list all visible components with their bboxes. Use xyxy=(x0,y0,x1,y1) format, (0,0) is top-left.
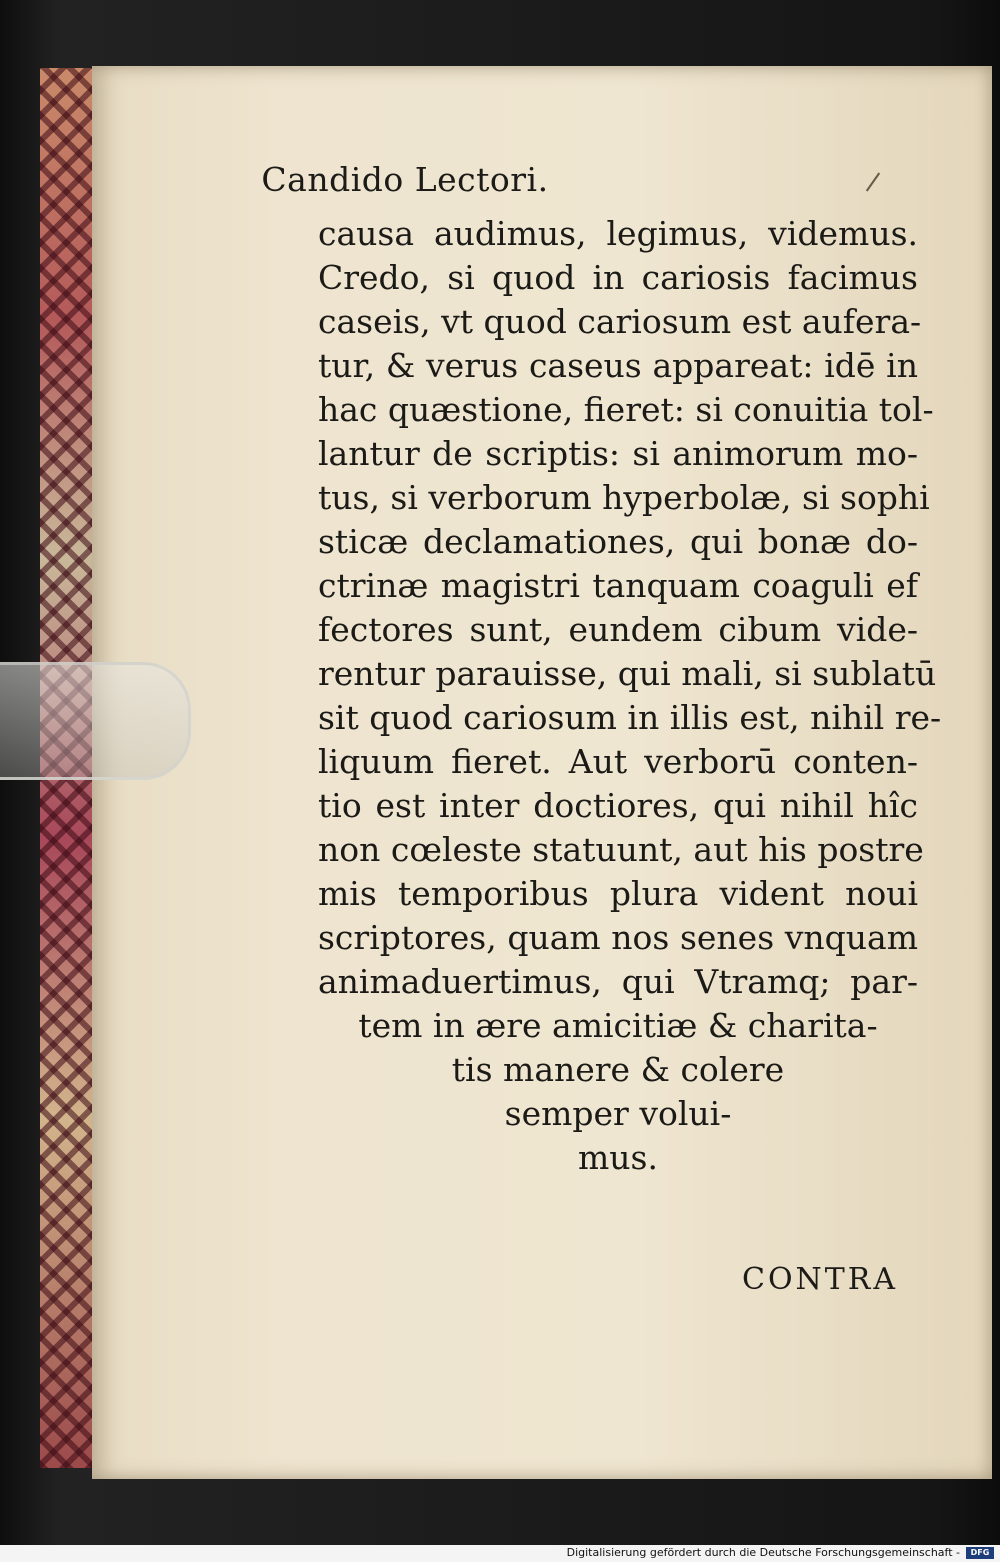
text-line: caseis, vt quod cariosum est aufera- xyxy=(318,302,922,341)
text-line: tio est inter doctiores, qui nihil hîc xyxy=(318,786,918,825)
text-line: sit quod cariosum in illis est, nihil re- xyxy=(318,698,942,737)
text-line: tur, & verus caseus appareat: idē in xyxy=(318,346,918,385)
catchword: CONTRA xyxy=(742,1262,899,1297)
text-line: non cœleste statuunt, aut his postre xyxy=(318,830,924,869)
text-line: rentur parauisse, qui mali, si sublatū xyxy=(318,654,937,693)
text-line: tem in ære amicitiæ & charita- xyxy=(358,1006,878,1045)
footer-credit: Digitalisierung gefördert durch die Deutsche Forschungsgemeinschaft - xyxy=(566,1546,960,1559)
header-text: Candido Lectori. xyxy=(261,160,549,199)
text-line: lantur de scriptis: si animorum mo- xyxy=(318,434,918,473)
text-line: tis manere & colere xyxy=(451,1050,785,1089)
text-line: mis temporibus plura vident noui xyxy=(318,874,918,913)
running-header xyxy=(0,160,1000,199)
text-line: animaduertimus, qui Vtramq; par- xyxy=(318,962,918,1001)
page-clip xyxy=(0,662,191,780)
text-line: hac quæstione, fieret: si conuitia tol- xyxy=(318,390,934,429)
text-line: mus. xyxy=(578,1138,658,1177)
text-line: scriptores, quam nos senes vnquam xyxy=(318,918,918,957)
text-line: liquum fieret. Aut verborū conten- xyxy=(318,742,918,781)
body-text xyxy=(318,212,942,1180)
text-line: fectores sunt, eundem cibum vide- xyxy=(318,610,918,649)
text-line: Credo, si quod in cariosis facimus xyxy=(318,258,918,297)
text-line: tus, si verborum hyperbolæ, si sophi xyxy=(318,478,930,517)
text-line: causa audimus, legimus, videmus. xyxy=(318,214,918,253)
text-line: sticæ declamationes, qui bonæ do- xyxy=(318,522,918,561)
footer-bar xyxy=(0,1545,1000,1562)
text-line: ctrinæ magistri tanquam coaguli ef xyxy=(318,566,918,605)
dfg-logo-icon: DFG xyxy=(966,1547,994,1559)
text-line: semper volui- xyxy=(504,1094,732,1133)
